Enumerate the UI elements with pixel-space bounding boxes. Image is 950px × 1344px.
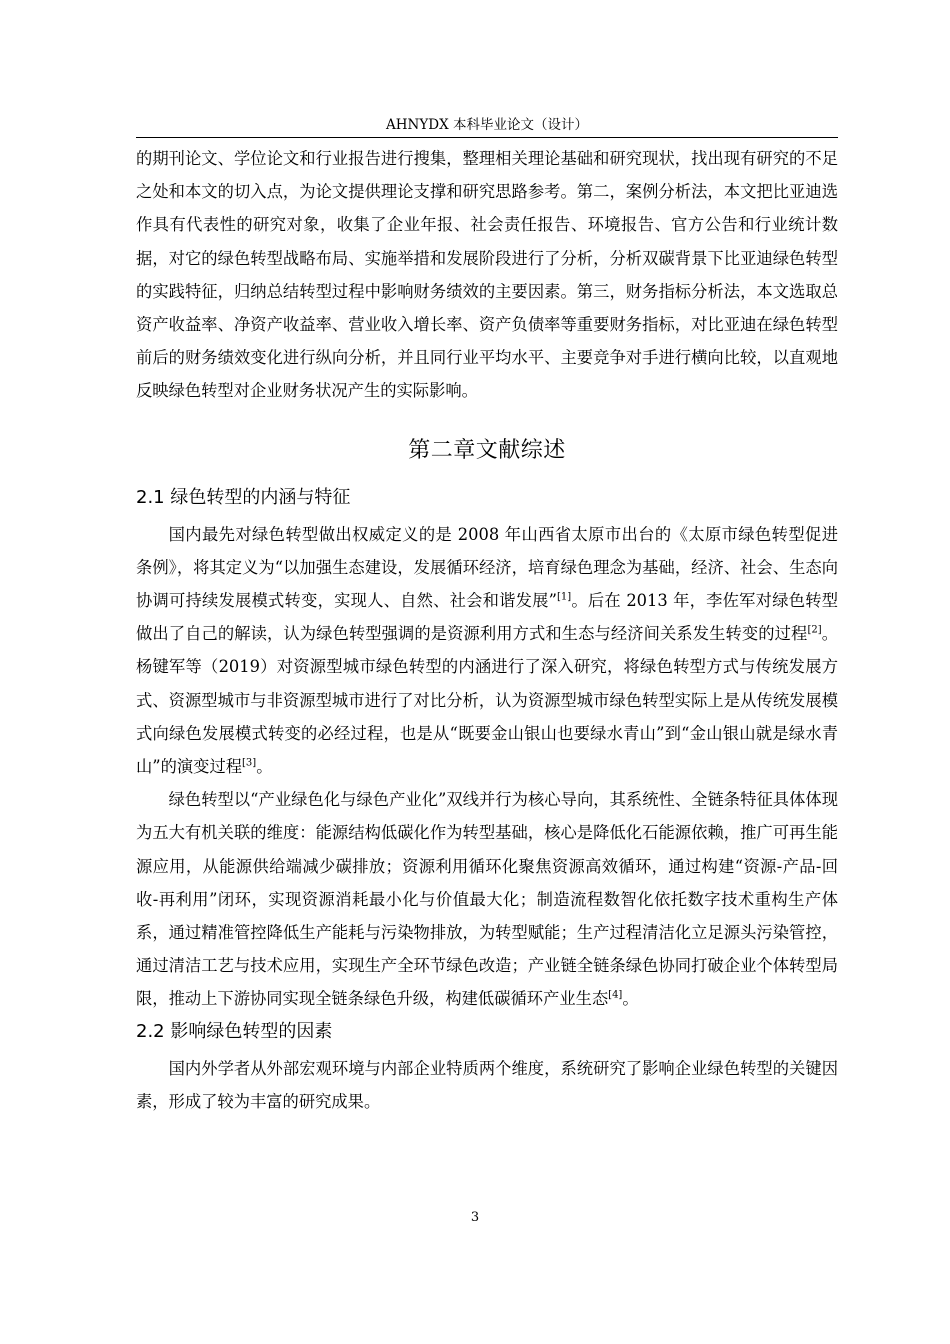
page-body xyxy=(136,142,838,1118)
paragraph-text: 绿色转型以“产业绿色化与绿色产业化”双线并行为核心导向，其系统性、全链条特征具体体现为五大有机关联的维度：能源结构低碳化作为转型基础，核心是降低化石能源依赖，推广可再生能源应用，从能源供给端减少碳排放；资源利用循环化聚焦资源高效循环，通过构建“资源-产品-回收-再利用”闭环，实现资源消耗最小化与价值最大化；制造流程数智化依托数字技术重构生产体系，通过精准管控降低生产能耗与污染物排放，为转型赋能；生产过程清洁化立足源头污染管控，通过清洁工艺与技术应用，实现生产全环节绿色改造；产业链全链条绿色协同打破企业个体转型局限，推动上下游协同实现全链条绿色升级，构建低碳循环产业生态 xyxy=(136,790,838,1009)
chapter-title: 第二章文献综述 xyxy=(408,437,566,463)
citation-2: [2] xyxy=(807,624,822,636)
paragraph-text: 。杨键军等（2019）对资源型城市绿色转型的内涵进行了深入研究，将绿色转型方式与传统发展方式、资源型城市与非资源型城市进行了对比分析，认为资源型城市绿色转型实际上是从传统发展模式向绿色发展模式转变的必经过程，也是从“既要金山银山也要绿水青山”到“金山银山就是绿水青山”的演变过程 xyxy=(136,624,838,777)
paragraph-text: 。 xyxy=(622,989,639,1009)
intro-paragraph: 的期刊论文、学位论文和行业报告进行搜集，整理相关理论基础和研究现状，找出现有研究的不足之处和本文的切入点，为论文提供理论支撑和研究思路参考。第二，案例分析法，本文把比亚迪选作具有代表性的研究对象，收集了企业年报、社会责任报告、环境报告、官方公告和行业统计数据，对它的绿色转型战略布局、实施举措和发展阶段进行了分析，分析双碳背景下比亚迪绿色转型的实践特征，归纳总结转型过程中影响财务绩效的主要因素。第三，财务指标分析法，本文选取总资产收益率、净资产收益率、营业收入增长率、资产负债率等重要财务指标，对比亚迪在绿色转型前后的财务绩效变化进行纵向分析，并且同行业平均水平、主要竞争对手进行横向比较，以直观地反映绿色转型对企业财务状况产生的实际影响。 xyxy=(136,149,838,401)
running-header: AHNYDX 本科毕业论文（设计） xyxy=(386,117,588,133)
section-2-1-title: 2.1 绿色转型的内涵与特征 xyxy=(136,486,351,508)
paragraph-text: 。后在 2013 年，李佐军对绿色转型做出了自己的解读，认为绿色转型强调的是资源利用方式和生态与经济间关系发生转变的过程 xyxy=(136,591,838,644)
paragraph-text: 国内最先对绿色转型做出权威定义的是 2008 年山西省太原市出台的《太原市绿色转型促进条例》，将其定义为“以加强生态建设，发展循环经济，培育绿色理念为基础，经济、社会、生态向协调可持续发展模式转变，实现人、自然、社会和谐发展” xyxy=(136,524,838,611)
section-2-2-paragraph-1: 国内外学者从外部宏观环境与内部企业特质两个维度，系统研究了影响企业绿色转型的关键因素，形成了较为丰富的研究成果。 xyxy=(136,1058,838,1111)
section-2-2-title: 2.2 影响绿色转型的因素 xyxy=(136,1020,333,1042)
header-rule xyxy=(136,137,838,138)
section-2-1-paragraph-1 xyxy=(136,518,838,784)
citation-3: [3] xyxy=(242,757,257,769)
page-number: 3 xyxy=(470,1210,480,1225)
paragraph-text: 。 xyxy=(256,757,273,777)
citation-4: [4] xyxy=(608,990,623,1002)
section-2-1-paragraph-2 xyxy=(136,783,838,1015)
citation-1: [1] xyxy=(557,591,572,603)
